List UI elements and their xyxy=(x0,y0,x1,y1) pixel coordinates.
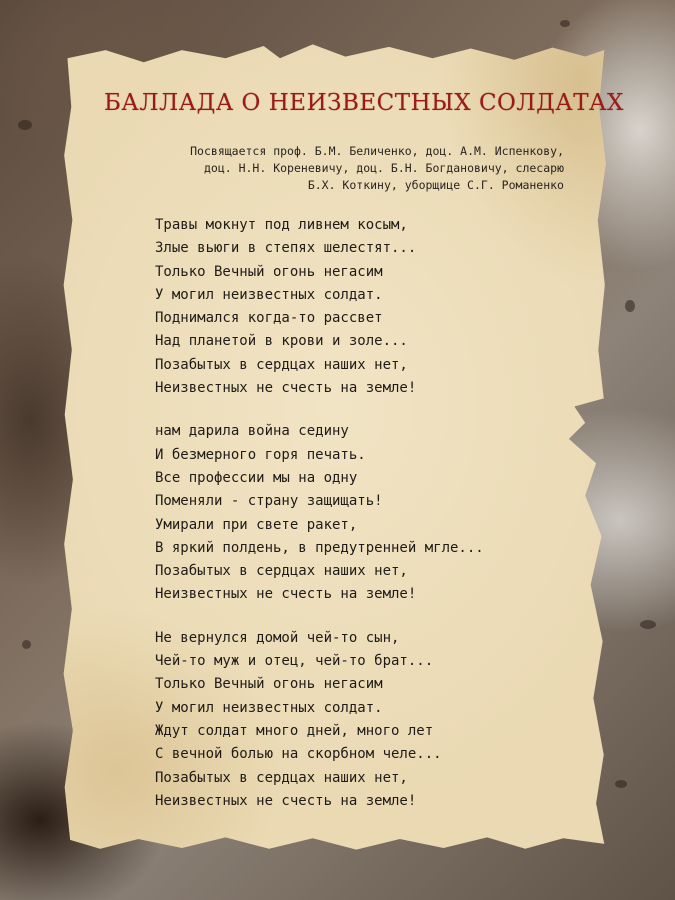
poem-line: Неизвестных не счесть на земле! xyxy=(155,792,417,809)
stanza xyxy=(155,627,555,813)
poem-line: С вечной болью на скорбном челе... xyxy=(155,746,442,763)
background-stain xyxy=(560,20,570,27)
poem-body xyxy=(155,214,555,833)
background-stain xyxy=(640,620,656,629)
poem-line: И безмерного горя печать. xyxy=(155,446,366,463)
poem-line: Все профессии мы на одну xyxy=(155,469,358,486)
dedication-line: Б.Х. Коткину, уборщице С.Г. Романенко xyxy=(307,178,564,192)
dedication-line: доц. Н.Н. Кореневичу, доц. Б.Н. Богдановичу, слесарю xyxy=(203,161,564,175)
poem-line: У могил неизвестных солдат. xyxy=(155,286,383,303)
poem-title: БАЛЛАДА О НЕИЗВЕСТНЫХ СОЛДАТАХ xyxy=(104,90,624,116)
background-stain xyxy=(22,640,31,649)
poem-line: Позабытых в сердцах наших нет, xyxy=(155,769,408,786)
poem-line: Только Вечный огонь негасим xyxy=(155,263,383,280)
background-stain xyxy=(615,780,627,788)
poem-line: Только Вечный огонь негасим xyxy=(155,676,383,693)
poem-line: Над планетой в крови и золе... xyxy=(155,333,408,350)
poem-line: Ждут солдат много дней, много лет xyxy=(155,722,434,739)
poem-line: Не вернулся домой чей-то сын, xyxy=(155,629,400,646)
background-stain xyxy=(18,120,32,130)
poem-line: Поменяли - страну защищать! xyxy=(155,493,383,510)
poem-line: Чей-то муж и отец, чей-то брат... xyxy=(155,653,434,670)
poem-line: Поднимался когда-то рассвет xyxy=(155,310,383,327)
poem-line: Позабытых в сердцах наших нет, xyxy=(155,356,408,373)
poem-line: Травы мокнут под ливнем косым, xyxy=(155,217,408,233)
dedication xyxy=(144,143,564,194)
poem-line: Неизвестных не счесть на земле! xyxy=(155,586,417,603)
poem-line: Позабытых в сердцах наших нет, xyxy=(155,563,408,580)
stanza xyxy=(155,214,555,400)
background-stain xyxy=(625,300,635,312)
poem-line: нам дарила война седину xyxy=(155,423,349,440)
poem-line: В яркий полдень, в предутренней мгле... xyxy=(155,539,484,556)
poem-line: Умирали при свете ракет, xyxy=(155,516,358,533)
dedication-line: Посвящается проф. Б.М. Беличенко, доц. А.М. Испенкову, xyxy=(190,144,564,158)
poem-line: У могил неизвестных солдат. xyxy=(155,699,383,716)
poem-line: Злые вьюги в степях шелестят... xyxy=(155,240,417,257)
stanza xyxy=(155,420,555,606)
poem-line: Неизвестных не счесть на земле! xyxy=(155,380,417,397)
